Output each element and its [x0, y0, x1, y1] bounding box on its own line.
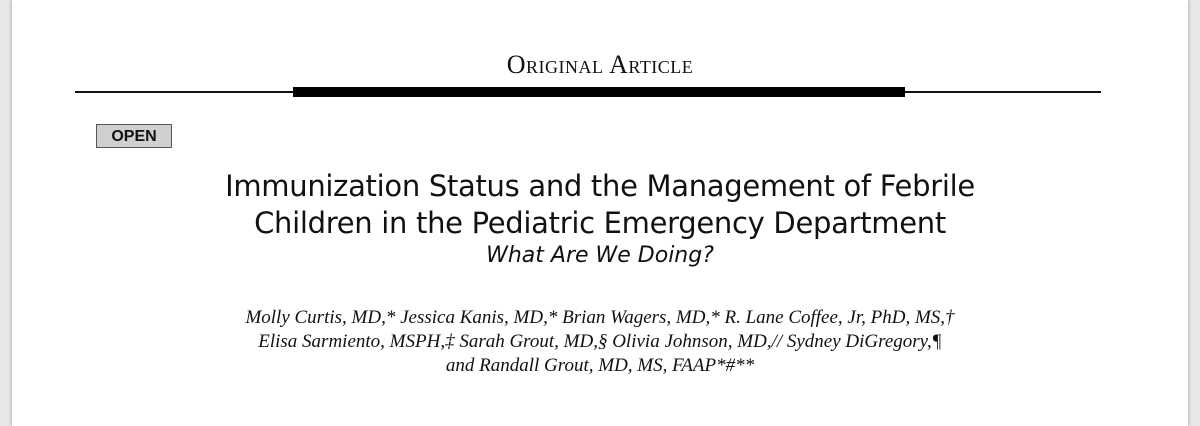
author-list	[12, 306, 1188, 378]
article-subtitle: What Are We Doing?	[486, 243, 714, 268]
title-line-2: Children in the Pediatric Emergency Department	[254, 206, 946, 240]
title-line-1: Immunization Status and the Management of Febrile	[225, 169, 975, 203]
article-page	[12, 0, 1188, 426]
author-line-1: Molly Curtis, MD,* Jessica Kanis, MD,* Brian Wagers, MD,* R. Lane Coffee, Jr, PhD, MS,†	[245, 307, 955, 328]
author-line-2: Elisa Sarmiento, MSPH,‡ Sarah Grout, MD,§ Olivia Johnson, MD,// Sydney DiGregory,¶	[258, 331, 942, 352]
article-title	[12, 168, 1188, 242]
header-rule-thick	[293, 87, 905, 97]
author-line-3: and Randall Grout, MD, MS, FAAP*#**	[445, 355, 755, 376]
section-label: Original Article	[506, 50, 694, 79]
open-access-badge: OPEN	[96, 124, 172, 148]
